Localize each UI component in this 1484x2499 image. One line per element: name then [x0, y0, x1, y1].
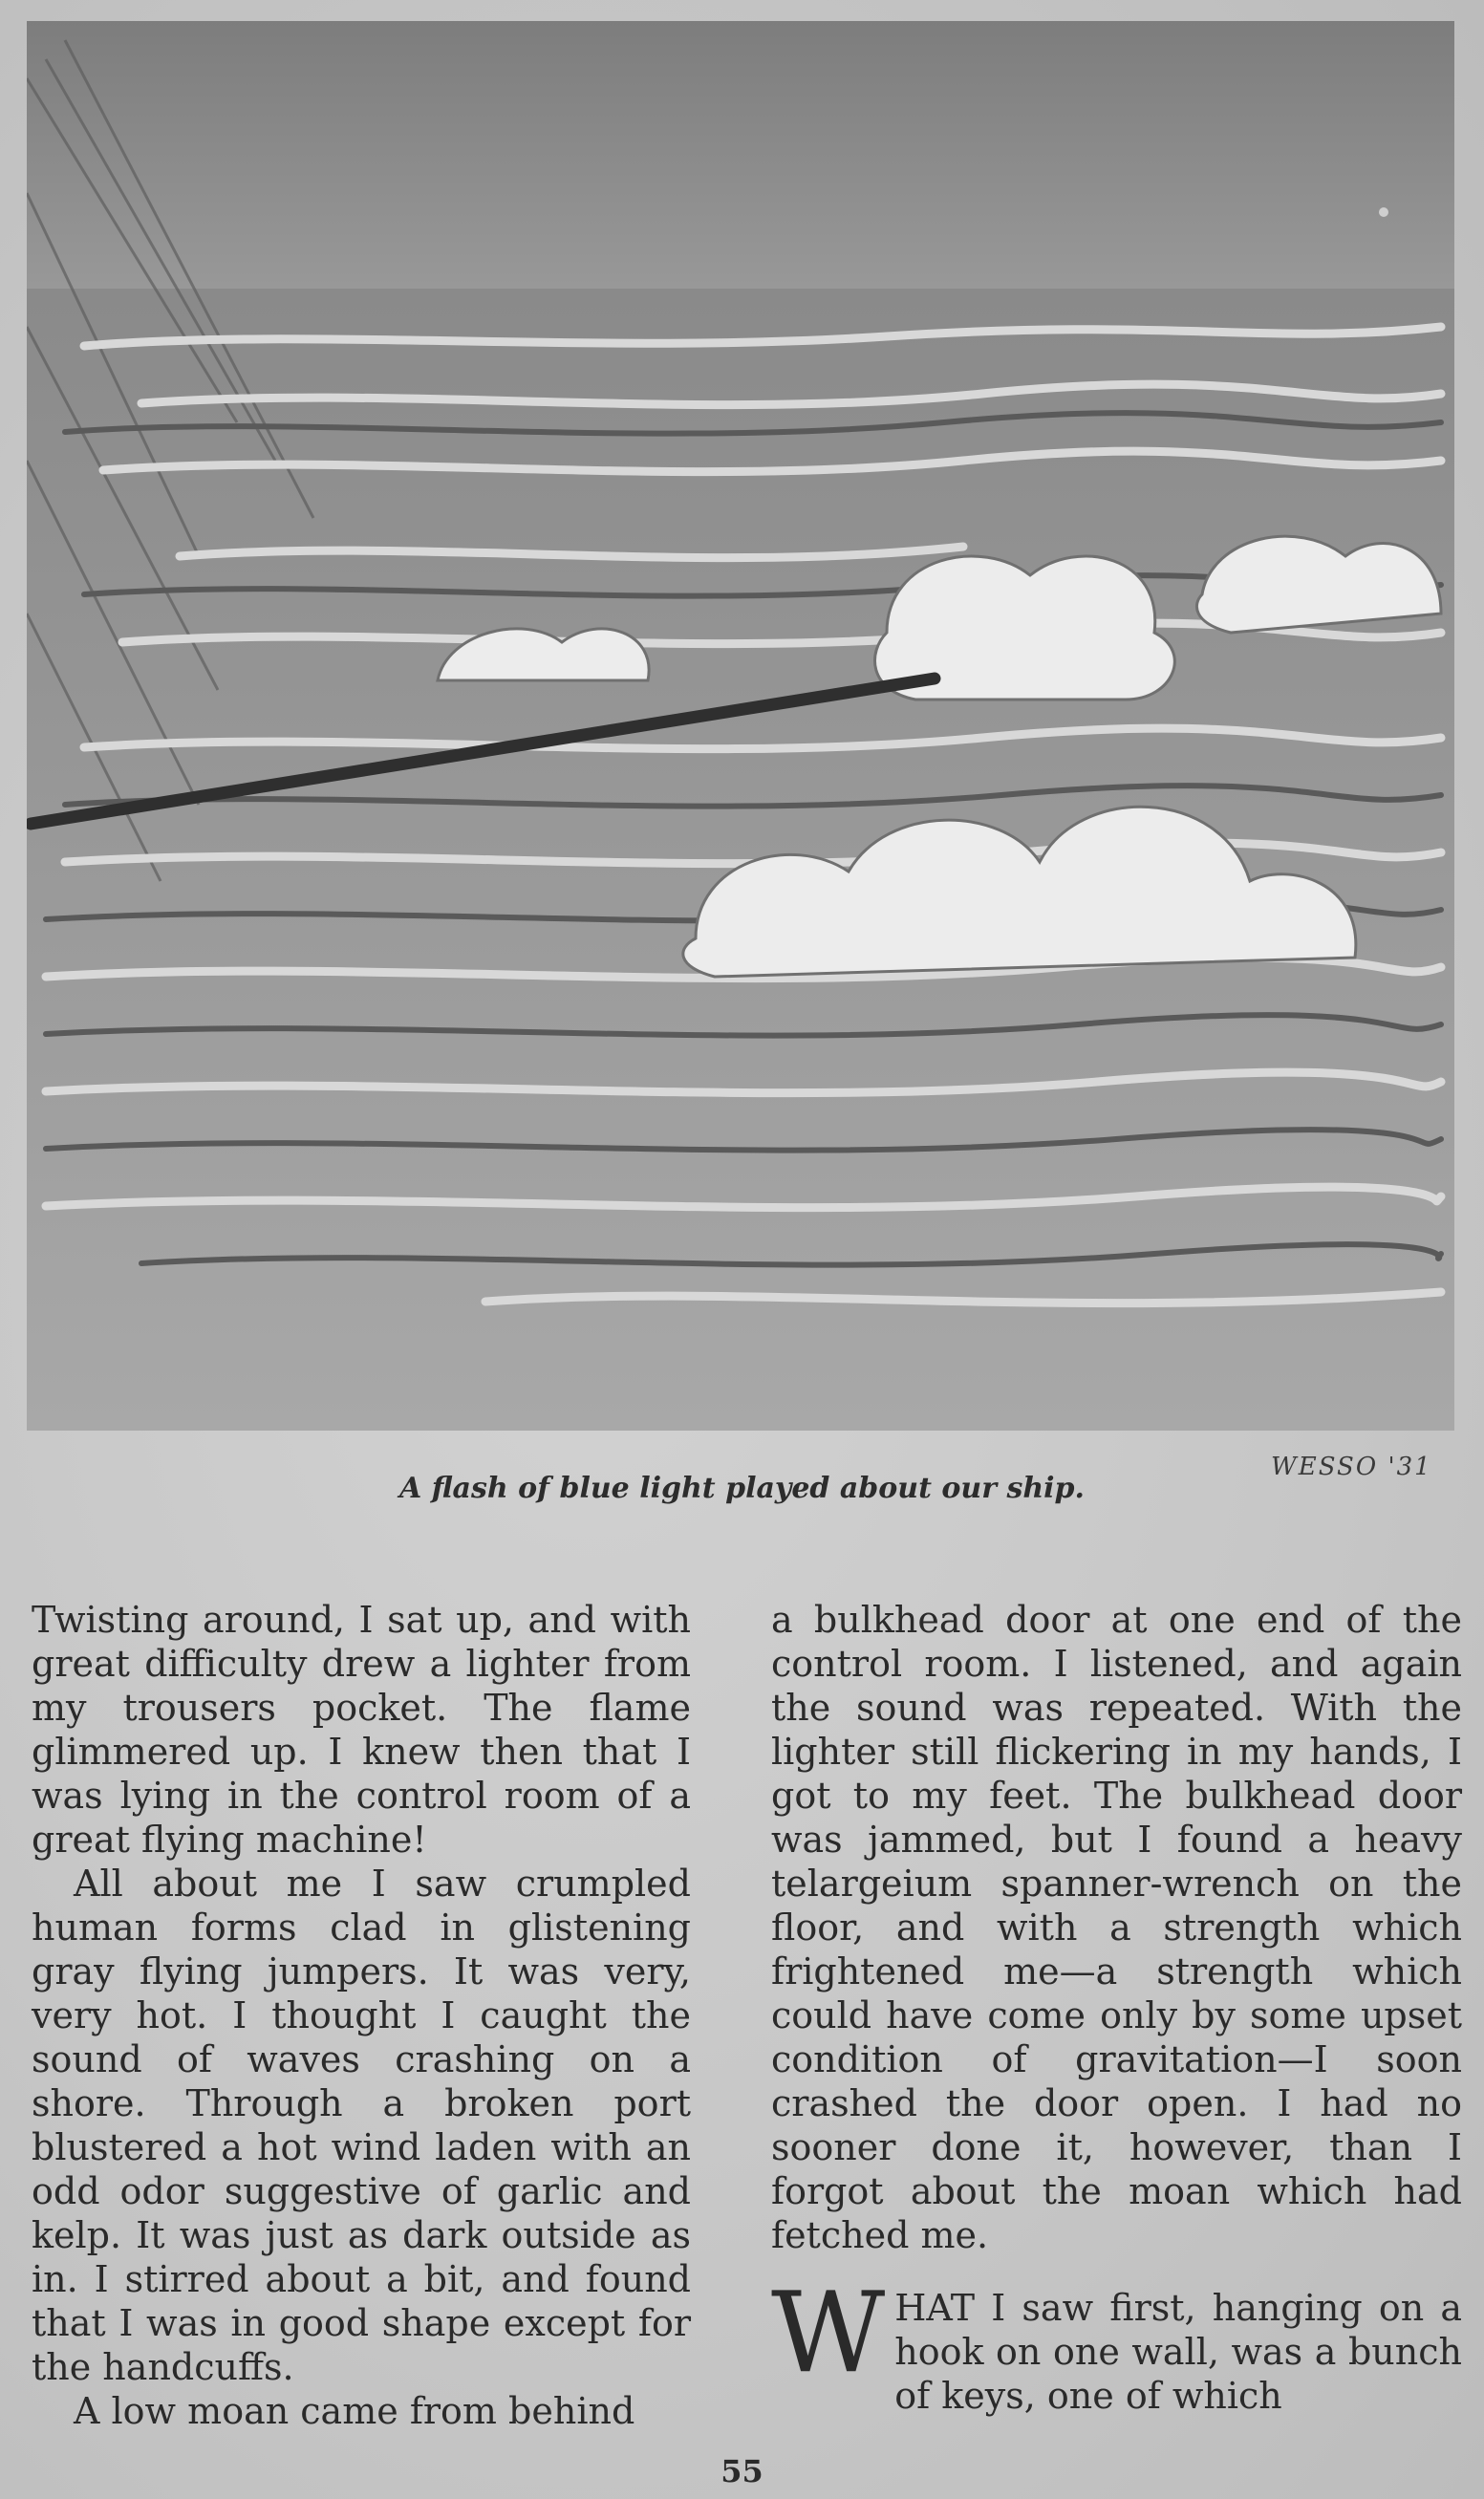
dropcap-paragraph — [771, 2269, 1462, 2418]
page-number: 55 — [720, 2453, 764, 2489]
paragraph: a bulkhead door at one end of the control room. I listened, and again the sound was repeated. With the lighter still flickering in my hands, I got to my feet. The bulkhead door was jammed, but I found a heavy telargeium spanner-wrench on the floor, and with a strength which frightened me—a strength which could have come only by some upset condition of gravitation—I soon crashed the door open. I had no sooner done it, however, than I forgot about the moan which had fetched me. — [771, 1599, 1462, 2256]
paragraph: A low moan came from behind — [74, 2390, 635, 2432]
illustration-caption: A flash of blue light played about our ship. — [399, 1472, 1085, 1505]
sea-illustration-drawing — [27, 21, 1454, 1431]
dropcap-letter: W — [771, 2269, 886, 2398]
paragraph: Twisting around, I sat up, and with great difficulty drew a lighter from my trousers pocket. The flame glimmered up. I knew then that I was lying in the control room of a great flying machine! — [32, 1599, 691, 1861]
paragraph: All about me I saw crumpled human forms clad in glistening gray flying jumpers. It was very, very hot. I thought I caught the sound of waves crashing on a shore. Through a broken port blustered a hot wind laden with an odd odor suggestive of garlic and kelp. It was just as dark outside as in. I stirred about a bit, and found that I was in good shape except for the handcuffs. — [32, 1863, 691, 2388]
artist-signature: WESSO '31 — [1271, 1453, 1432, 1481]
left-text-column — [32, 1598, 691, 2433]
stormy-sea-with-ship-illustration — [27, 21, 1454, 1431]
right-text-column — [771, 1598, 1462, 2418]
dropcap-paragraph-text: HAT I saw first, hanging on a hook on one wall, was a bunch of keys, one of which — [894, 2287, 1462, 2417]
